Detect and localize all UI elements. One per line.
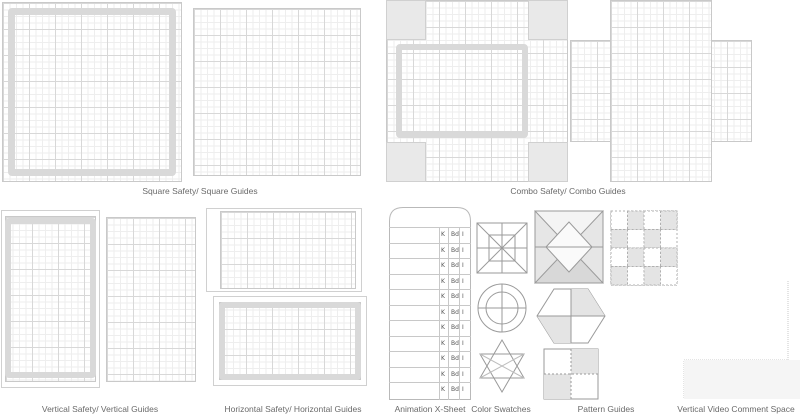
pattern-label: Pattern Guides: [577, 404, 635, 414]
vertical-safety-frame: [5, 218, 96, 378]
square-label: Square Safety/ Square Guides: [142, 186, 258, 196]
checker-cell: [628, 267, 645, 286]
combo-safety-frame: [396, 44, 528, 138]
combo-corner-tr: [528, 0, 568, 40]
pattern-hexagon-shape: [536, 288, 606, 344]
checker-cell: [611, 230, 628, 249]
combo-corner-tl: [386, 0, 426, 40]
combo-label: Combo Safety/ Combo Guides: [510, 186, 626, 196]
swatch-circle[interactable]: [476, 282, 528, 334]
pattern-quad-shape: [543, 348, 599, 400]
xsheet-column-label: I: [462, 308, 464, 316]
xsheet-rows: [389, 227, 471, 400]
checker-cell: [661, 230, 678, 249]
checker-cell: [644, 230, 661, 249]
xsheet-column-label: Bd: [451, 262, 459, 269]
xsheet-label: Animation X-Sheet: [394, 404, 466, 414]
horizontal-guides-tile[interactable]: [206, 208, 362, 292]
xsheet-column-label: I: [462, 339, 464, 347]
xsheet-column-label: K: [441, 308, 445, 316]
xsheet-column-label: I: [462, 277, 464, 285]
xsheet-column-label: Bd: [451, 308, 459, 316]
vertical-label: Vertical Safety/ Vertical Guides: [41, 404, 159, 414]
square-guides-grid: [193, 8, 361, 176]
pattern-pyramid[interactable]: [534, 210, 604, 284]
vertical-guides-grid: [106, 217, 196, 382]
xsheet-column-label: Bd: [451, 324, 459, 331]
pattern-checker-shape: [610, 210, 678, 286]
horizontal-label: Horizontal Safety/ Horizontal Guides: [224, 404, 362, 414]
xsheet-column-label: I: [462, 293, 464, 300]
xsheet-column-label: Bd: [451, 355, 459, 362]
xsheet-column-label: K: [441, 339, 445, 347]
xsheet-column-label: K: [441, 277, 445, 285]
xsheet-column-label: Bd: [451, 277, 459, 285]
xsheet-column-label: K: [441, 324, 445, 331]
square-safety-frame: [8, 8, 176, 176]
xsheet-column-label: I: [462, 262, 464, 269]
checker-cell: [661, 248, 678, 267]
checker-cell: [611, 248, 628, 267]
comment-label: Vertical Video Comment Space: [677, 404, 795, 414]
swatch-square[interactable]: [476, 222, 528, 274]
swatch-star[interactable]: [476, 338, 528, 394]
horizontal-safety-frame: [219, 302, 361, 380]
checker-cell: [644, 248, 661, 267]
xsheet-column-label: K: [441, 262, 445, 269]
horizontal-safety-tile[interactable]: [213, 296, 367, 386]
pattern-pyramid-shape: [534, 210, 604, 284]
swatch-square-shape: [476, 222, 528, 274]
xsheet-column-label: K: [441, 246, 445, 254]
xsheet-column-label: Bd: [451, 246, 459, 254]
xsheet-column-divider: [448, 227, 449, 400]
xsheet-column-label: K: [441, 293, 445, 300]
combo-guides-tile[interactable]: [570, 0, 752, 182]
xsheet-column-label: I: [462, 324, 464, 331]
xsheet-column-label: Bd: [451, 293, 459, 300]
xsheet-column-label: Bd: [451, 339, 459, 347]
square-guides-tile[interactable]: [193, 8, 361, 176]
swatch-star-shape: [476, 338, 528, 394]
xsheet-column-label: Bd: [451, 231, 459, 238]
pattern-hexagon[interactable]: [536, 288, 606, 344]
combo-safety-tile[interactable]: [386, 0, 568, 182]
combo-corner-bl: [386, 142, 426, 182]
xsheet-tile[interactable]: [389, 207, 471, 400]
xsheet-column-divider: [439, 227, 440, 400]
checker-cell: [611, 211, 628, 230]
checker-cell: [628, 230, 645, 249]
pattern-checker[interactable]: [610, 210, 678, 286]
checker-cell: [611, 267, 628, 286]
combo-guides-grid-vertical: [610, 0, 712, 182]
xsheet-column-label: Bd: [451, 370, 459, 378]
vertical-safety-tile[interactable]: [1, 210, 100, 388]
checker-cell: [661, 267, 678, 286]
xsheet-column-label: K: [441, 231, 445, 238]
checker-cell: [628, 248, 645, 267]
xsheet-column-label: I: [462, 355, 464, 362]
horizontal-guides-grid: [220, 211, 356, 289]
xsheet-column-label: I: [462, 246, 464, 254]
combo-corner-br: [528, 142, 568, 182]
xsheet-column-label: I: [462, 370, 464, 378]
pattern-quad[interactable]: [543, 348, 599, 400]
xsheet-column-label: K: [441, 355, 445, 362]
checker-cell: [644, 211, 661, 230]
checker-cell: [644, 267, 661, 286]
square-safety-tile[interactable]: [2, 2, 182, 182]
comment-space-tile[interactable]: [683, 280, 800, 400]
comment-space-outline: [683, 280, 800, 400]
xsheet-column-label: K: [441, 386, 445, 393]
vertical-guides-tile[interactable]: [106, 217, 196, 382]
xsheet-column-label: K: [441, 370, 445, 378]
checker-cell: [628, 211, 645, 230]
swatches-label: Color Swatches: [471, 404, 531, 414]
checker-cell: [661, 211, 678, 230]
xsheet-column-label: I: [462, 386, 464, 393]
xsheet-column-label: Bd: [451, 386, 459, 393]
swatch-circle-shape: [476, 282, 528, 334]
xsheet-column-label: I: [462, 231, 464, 238]
xsheet-column-divider: [459, 227, 460, 400]
